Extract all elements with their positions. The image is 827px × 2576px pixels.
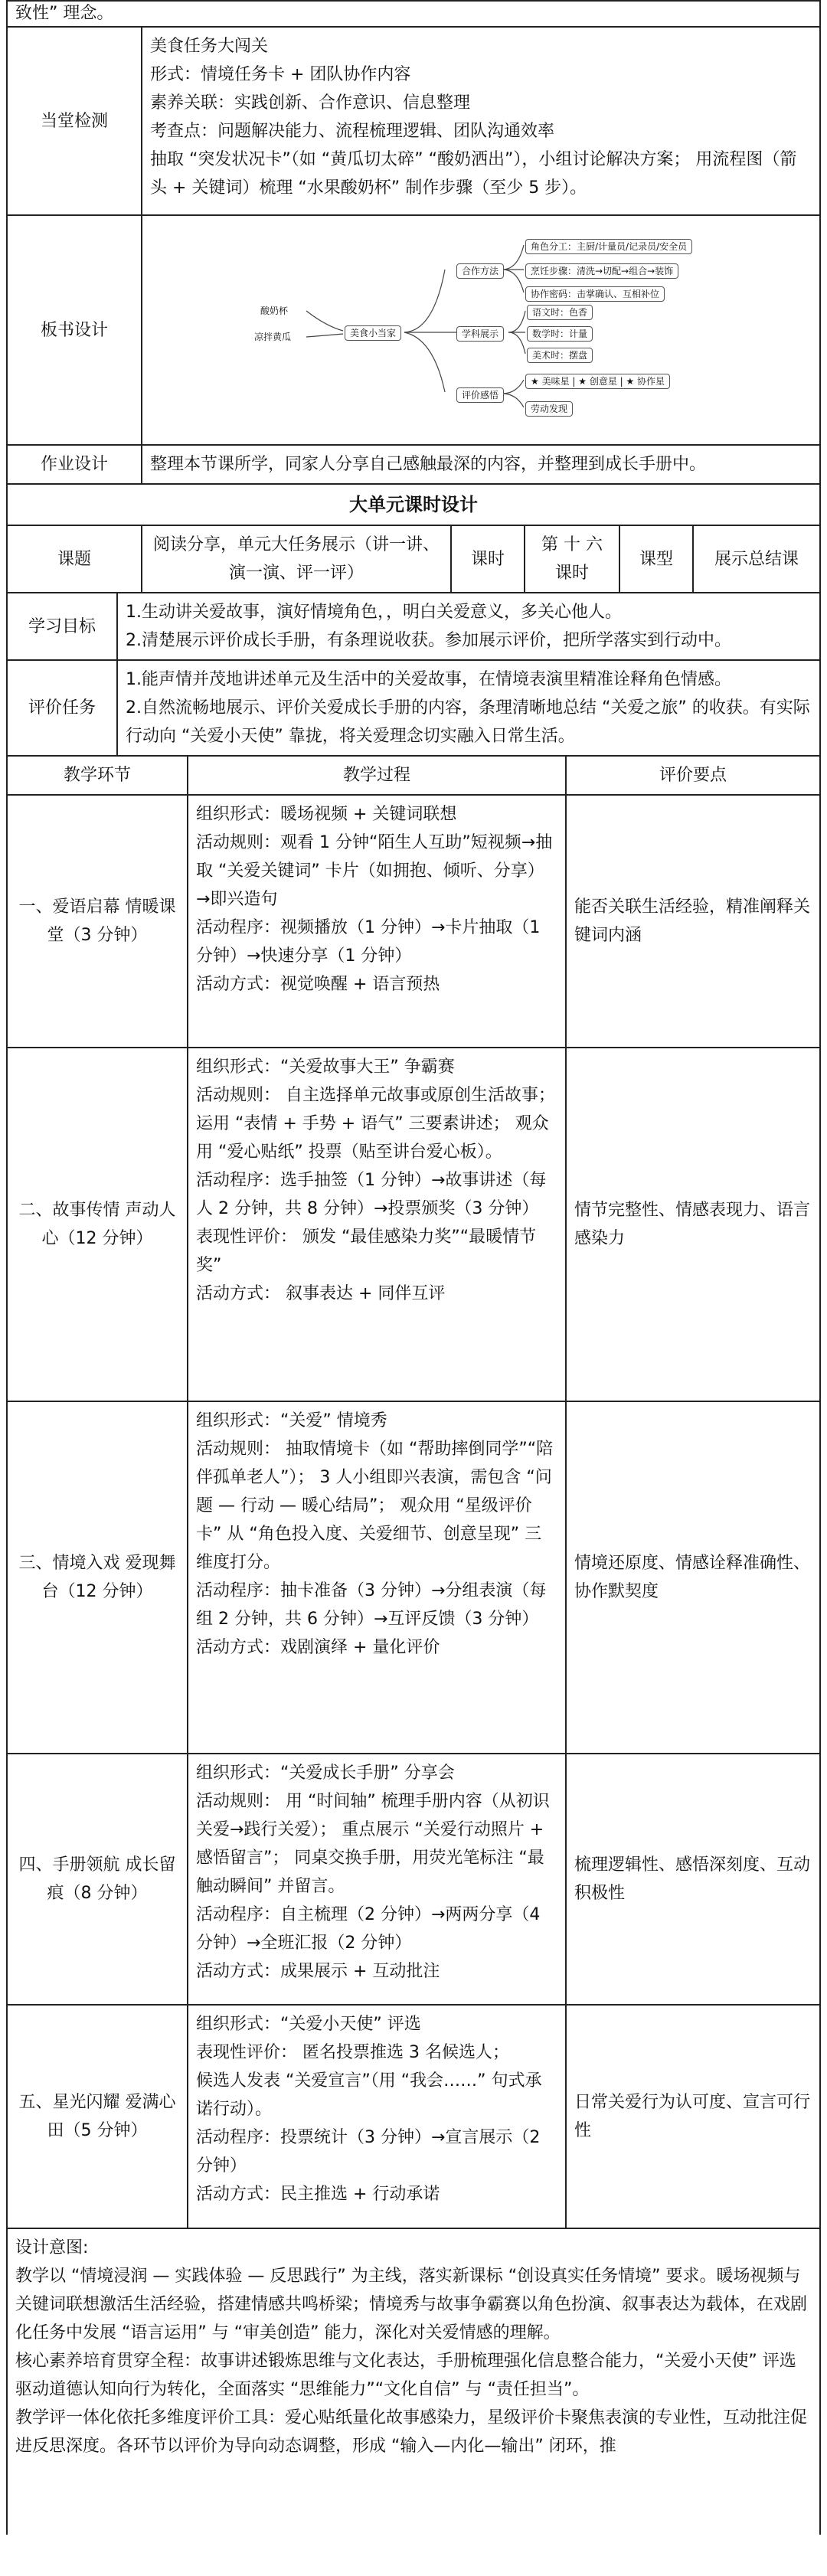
design-intent-title: 设计意图: xyxy=(15,2238,89,2257)
process-line: 活动程序：自主梳理（2 分钟）→两两分享（4 分钟）→全班汇报（2 分钟） xyxy=(196,1905,541,1953)
process-line: 活动方式： 叙事表达 + 同伴互评 xyxy=(196,1284,446,1303)
objectives-content xyxy=(117,593,820,660)
stage-process xyxy=(188,1754,566,2005)
stage-name: 一、爱语启幕 情暖课堂（3 分钟） xyxy=(7,795,188,1048)
objective-line: 2.清楚展示评价成长手册，有条理说收获。参加展示评价，把所学落实到行动中。 xyxy=(126,631,731,650)
mindmap-leaf: 数学时：计量 xyxy=(527,326,593,342)
process-line: 组织形式：“关爱故事大王” 争霸赛 xyxy=(196,1058,455,1077)
check-line: 抽取 “突发状况卡”（如 “黄瓜切太碎” “酸奶洒出”），小组讨论解决方案； 用流程图（箭头 + 关键词）梳理 “水果酸奶杯” 制作步骤（至少 5 步）。 xyxy=(150,150,797,198)
check-line: 考查点：问题解决能力、流程梳理逻辑、团队沟通效率 xyxy=(150,122,555,141)
stages-table xyxy=(6,755,821,2229)
type-value: 展示总结课 xyxy=(693,525,820,593)
process-line: 候选人发表 “关爱宣言”（用 “我会……” 句式承诺行动）。 xyxy=(196,2071,542,2119)
stage-process xyxy=(188,1048,566,1401)
top-fragment: 致性” 理念。 xyxy=(7,1,820,27)
process-line: 活动方式：戏剧演绎 + 量化评价 xyxy=(196,1638,440,1657)
mindmap-branch: 合作方法 xyxy=(456,263,504,279)
mindmap-leaf: 语文时：色香 xyxy=(527,305,593,320)
stage-name: 五、星光闪耀 爱满心田（5 分钟） xyxy=(7,2005,188,2228)
objectives-label: 学习目标 xyxy=(7,593,117,660)
stage-process xyxy=(188,795,566,1048)
board-design-diagram xyxy=(142,215,820,445)
process-line: 活动规则： 自主选择单元故事或原创生活故事； 运用 “表情 + 手势 + 语气” 三要素讲述； 观众用 “爱心贴纸” 投票（贴至讲台爱心板）。 xyxy=(196,1086,555,1162)
design-intent-paragraph: 教学以 “情境浸润 — 实践体验 — 反思践行” 为主线，落实新课标 “创设真实任务情境” 要求。暖场视频与关键词联想激活生活经验，搭建情感共鸣桥梁；情境秀与故事争霸赛以角色扮演、叙事表达为载体，在戏剧化任务中发展 “语言运用” 与 “审美创造” 能力，深化对关爱情感的理解。 xyxy=(15,2267,808,2342)
stage-name: 四、手册领航 成长留痕（8 分钟） xyxy=(7,1754,188,2005)
stage-points: 梳理逻辑性、感悟深刻度、互动积极性 xyxy=(566,1754,820,2005)
process-line: 组织形式：“关爱成长手册” 分享会 xyxy=(196,1764,455,1783)
type-label: 课型 xyxy=(619,525,693,593)
design-intent-paragraph: 核心素养培育贯穿全程：故事讲述锻炼思维与文化表达，手册梳理强化信息整合能力，“关爱小天使” 评选驱动道德认知向行为转化，全面落实 “思维能力”“文化自信” 与 “责任担当”。 xyxy=(15,2352,796,2399)
stage-process xyxy=(188,1401,566,1754)
goals-table xyxy=(6,592,821,757)
process-line: 活动规则：观看 1 分钟“陌生人互助”短视频→抽取 “关爱关键词” 卡片（如拥抱、倾听、分享）→即兴造句 xyxy=(196,833,553,909)
stage-process xyxy=(188,2005,566,2228)
design-intent xyxy=(7,2228,820,2535)
process-line: 表现性评价： 颁发 “最佳感染力奖”“最暖情节奖” xyxy=(196,1228,537,1275)
mindmap-leaf: 协作密码：击掌确认、互相补位 xyxy=(525,286,665,302)
objective-line: 1.生动讲关爱故事，演好情境角色，，明白关爱意义，多关心他人。 xyxy=(126,603,622,622)
check-line: 素养关联：实践创新、合作意识、信息整理 xyxy=(150,93,471,113)
classroom-check-content xyxy=(142,27,820,215)
homework-text: 整理本节课所学，同家人分享自己感触最深的内容，并整理到成长手册中。 xyxy=(142,445,820,484)
process-line: 活动规则： 用 “时间轴” 梳理手册内容（从初识关爱→践行关爱）； 重点展示 “关爱行动照片 + 感悟留言”； 同桌交换手册，用荧光笔标注 “最触动瞬间” 并留言。 xyxy=(196,1792,550,1896)
unit-title-table xyxy=(6,483,821,526)
process-line: 活动方式：民主推选 + 行动承诺 xyxy=(196,2185,440,2204)
mindmap-leaf: 劳动发现 xyxy=(525,401,573,417)
mindmap-center: 美食小当家 xyxy=(345,325,401,341)
points-header: 评价要点 xyxy=(566,756,820,795)
mindmap-leaf: 烹饪步骤：清洗→切配→组合→装饰 xyxy=(525,263,678,279)
check-line: 美食任务大闯关 xyxy=(150,37,269,56)
design-intent-table xyxy=(6,2228,821,2535)
process-line: 活动方式：视觉唤醒 + 语言预热 xyxy=(196,975,440,994)
mindmap-leaf: ★ 美味星 | ★ 创意星 | ★ 协作星 xyxy=(525,374,670,389)
homework-label: 作业设计 xyxy=(7,445,142,484)
stage-name: 二、故事传情 声动人心（12 分钟） xyxy=(7,1048,188,1401)
stage-name: 三、情境入戏 爱现舞台（12 分钟） xyxy=(7,1401,188,1754)
process-header: 教学过程 xyxy=(188,756,566,795)
mindmap-branch: 学科展示 xyxy=(456,326,504,342)
process-line: 活动规则： 抽取情境卡（如 “帮助摔倒同学”“陪伴孤单老人”）； 3 人小组即兴表演，需包含 “问题 — 行动 — 暖心结局”； 观众用 “星级评价卡” 从 “角色投入度、关爱细节、创意呈现” 三维度打分。 xyxy=(196,1440,554,1572)
process-line: 组织形式：“关爱小天使” 评选 xyxy=(196,2015,421,2034)
lesson-plan-document xyxy=(6,0,821,2535)
unit-title: 大单元课时设计 xyxy=(7,484,820,525)
process-line: 活动方式：成果展示 + 互动批注 xyxy=(196,1962,440,1981)
process-line: 表现性评价： 匿名投票推选 3 名候选人； xyxy=(196,2043,509,2062)
upper-table xyxy=(6,0,821,485)
assessment-line: 1.能声情并茂地讲述单元及生活中的关爱故事，在情境表演里精准诠释角色情感。 xyxy=(126,670,731,689)
mindmap-leaf: 美术时：摆盘 xyxy=(527,348,593,363)
process-line: 组织形式：暖场视频 + 关键词联想 xyxy=(196,805,457,824)
process-line: 活动程序：选手抽签（1 分钟）→故事讲述（每人 2 分钟，共 8 分钟）→投票颁奖（3 分钟） xyxy=(196,1171,547,1218)
period-value: 第 十 六 课时 xyxy=(525,525,619,593)
stage-points: 情节完整性、情感表现力、语言感染力 xyxy=(566,1048,820,1401)
mindmap-item: 凉拌黄瓜 xyxy=(254,332,292,342)
stage-points: 日常关爱行为认可度、宣言可行性 xyxy=(566,2005,820,2228)
process-line: 组织形式：“关爱” 情境秀 xyxy=(196,1411,387,1430)
board-design-label: 板书设计 xyxy=(7,215,142,445)
process-line: 活动程序：视频播放（1 分钟）→卡片抽取（1 分钟）→快速分享（1 分钟） xyxy=(196,918,541,966)
assessment-content xyxy=(117,660,820,756)
lesson-meta-table xyxy=(6,525,821,593)
assessment-label: 评价任务 xyxy=(7,660,117,756)
topic-label: 课题 xyxy=(7,525,142,593)
process-line: 活动程序：投票统计（3 分钟）→宣言展示（2 分钟） xyxy=(196,2128,541,2176)
stage-points: 情境还原度、情感诠释准确性、协作默契度 xyxy=(566,1401,820,1754)
mindmap-leaf: 角色分工：主厨/计量员/记录员/安全员 xyxy=(525,239,692,254)
check-line: 形式：情境任务卡 + 团队协作内容 xyxy=(150,65,411,84)
process-line: 活动程序：抽卡准备（3 分钟）→分组表演（每组 2 分钟，共 6 分钟）→互评反馈（3 分钟） xyxy=(196,1581,547,1629)
stage-points: 能否关联生活经验，精准阐释关键词内涵 xyxy=(566,795,820,1048)
classroom-check-label: 当堂检测 xyxy=(7,27,142,215)
period-label: 课时 xyxy=(451,525,525,593)
mindmap-branch: 评价感悟 xyxy=(456,387,504,403)
assessment-line: 2.自然流畅地展示、评价关爱成长手册的内容，条理清晰地总结 “关爱之旅” 的收获。有实际行动向 “关爱小天使” 靠拢，将关爱理念切实融入日常生活。 xyxy=(126,698,810,746)
stage-header: 教学环节 xyxy=(7,756,188,795)
design-intent-paragraph: 教学评一体化依托多维度评价工具：爱心贴纸量化故事感染力，星级评价卡聚焦表演的专业性，互动批注促进反思深度。各环节以评价为导向动态调整，形成 “输入—内化—输出” 闭环，推 xyxy=(15,2408,808,2456)
mindmap-item: 酸奶杯 xyxy=(260,306,289,316)
topic-value: 阅读分享，单元大任务展示（讲一讲、演一演、评一评） xyxy=(142,525,451,593)
